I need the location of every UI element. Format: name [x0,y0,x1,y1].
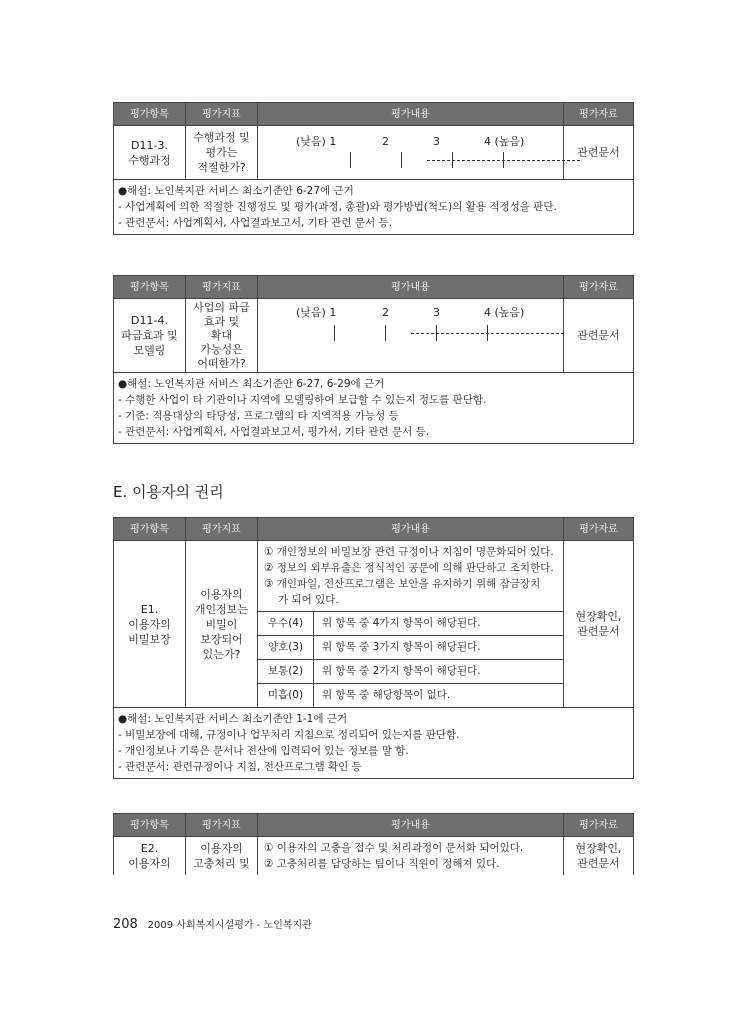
level-desc: 위 항목 중 3가지 항목이 해당된다. [314,636,564,660]
header-material: 평가자료 [564,518,634,541]
header-indicator: 평가지표 [186,103,258,126]
material-cell [564,541,634,708]
item-code: D11-4. [131,314,168,327]
header-item: 평가항목 [114,518,186,541]
scale-2-label: 2 [382,134,389,148]
rating-scale-cell [258,299,564,373]
scale-high-label: 4 (높음) [484,306,525,319]
scale-high-label: 4 (높음) [484,134,525,148]
indicator-line: 확대 [210,328,233,342]
evaluation-table-d11-4 [113,275,634,444]
page-number: 208 [113,917,138,932]
header-material: 평가자료 [564,103,634,126]
indicator-line: 어떠한가? [197,356,246,370]
header-content: 평가내용 [258,814,564,837]
material-line: 관련문서 [577,857,620,870]
indicator-line: 있는가? [202,647,241,661]
level-desc: 위 항목 중 해당항목이 없다. [314,684,564,708]
scale-3-label: 3 [433,306,440,319]
item-code: E2. [140,842,159,855]
header-content: 평가내용 [258,103,564,126]
indicator-line: 이용자의 [200,842,243,855]
explanation-cell [114,373,634,444]
header-indicator: 평가지표 [186,814,258,837]
material-line: 관련문서 [577,625,620,638]
header-material: 평가자료 [564,814,634,837]
rating-scale-cell [258,126,564,180]
item-cell [114,837,186,876]
indicator-line: 효과 및 [203,314,240,328]
level-desc: 위 항목 중 2가지 항목이 해당된다. [314,660,564,684]
material-cell [564,837,634,876]
item-name: 이용자의 [128,617,171,631]
criteria-line: ③ 개인파일, 전산프로그램은 보안을 유지하기 위해 잠금장치 [264,578,541,590]
scale-low-label: (낮음) 1 [296,306,337,319]
indicator-cell [186,541,258,708]
explanation-line: - 개인정보나 기록은 문서나 전산에 입력되어 있는 정보를 말 함. [118,745,409,757]
section-title: E. 이용자의 권리 [113,483,224,501]
header-item: 평가항목 [114,103,186,126]
explanation-line: - 비밀보장에 대해, 규정이나 업무처리 지침으로 정리되어 있는지를 판단함. [118,729,460,741]
item-code: D11-3. [131,138,168,152]
indicator-cell [186,299,258,373]
table-header-row [114,814,634,837]
scale-line [334,325,488,341]
scale-line [350,152,504,168]
item-name: 이용자의 [128,857,171,870]
table-row [114,126,634,180]
evaluation-table-e2 [113,813,634,875]
table-row [114,837,634,876]
item-cell [114,126,186,180]
footer-title: 2009 사회복지시설평가 - 노인복지관 [147,920,312,931]
item-name: 파급효과 및 [121,329,178,342]
indicator-line: 평가는 [205,146,238,159]
level-name: 미흡(0) [258,684,314,708]
page-footer [113,916,312,932]
material-line: 현장확인, [575,610,622,623]
indicator-line: 이용자의 [200,587,243,601]
explanation-cell [114,708,634,779]
explanation-line: - 관련문서: 사업계획서, 사업결과보고서, 평가서, 기타 관련 문서 등. [118,426,430,438]
rating-scale [258,299,563,349]
criteria-row [114,541,634,612]
header-content: 평가내용 [258,518,564,541]
table-header-row [114,518,634,541]
material-line: 현장확인, [575,842,622,855]
indicator-line: 사업의 파급 [193,300,250,314]
explanation-line: - 기준: 적용대상의 타당성, 프로그램의 타 지역적용 가능성 등 [118,410,399,422]
indicator-cell [186,837,258,876]
header-indicator: 평가지표 [186,276,258,299]
indicator-line: 수행과정 및 [193,131,250,144]
indicator-line: 개인정보는 [194,602,249,616]
item-name: 모델링 [133,344,166,357]
criteria-line: ② 고충처리를 담당하는 팀이나 직원이 정해져 있다. [264,858,500,870]
indicator-line: 비밀이 [205,617,238,631]
indicator-line: 고충처리 및 [193,857,250,870]
level-desc: 위 항목 중 4가지 항목이 해당된다. [314,612,564,636]
table-header-row [114,276,634,299]
rating-scale [258,128,563,178]
item-cell [114,541,186,708]
evaluation-table-d11-3 [113,102,634,235]
header-indicator: 평가지표 [186,518,258,541]
explanation-line: - 사업계획에 의한 적절한 진행정도 및 평가(과정, 총괄)와 평가방법(척도)의 활용 적정성을 판단. [118,201,557,213]
indicator-line: 가능성은 [200,342,243,356]
criteria-line: 가 되어 있다. [278,594,339,606]
table-header-row [114,103,634,126]
header-item: 평가항목 [114,814,186,837]
item-cell [114,299,186,373]
header-item: 평가항목 [114,276,186,299]
explanation-line: ●해설: 노인복지관 서비스 최소기준안 1-1에 근거 [118,713,348,725]
material-cell: 관련문서 [564,126,634,180]
evaluation-table-e1 [113,517,634,779]
level-name: 보통(2) [258,660,314,684]
indicator-line: 보장되어 [200,632,243,646]
indicator-cell [186,126,258,180]
scale-3-label: 3 [433,134,440,148]
explanation-cell [114,180,634,235]
level-name: 우수(4) [258,612,314,636]
explanation-line: ●해설: 노인복지관 서비스 최소기준안 6-27, 6-29에 근거 [118,378,385,390]
explanation-line: - 관련문서: 관련규정이나 지침, 전산프로그램 확인 등 [118,761,362,773]
item-name: 비밀보장 [128,632,171,646]
scale-2-label: 2 [382,306,389,319]
item-name: 수행과정 [128,153,171,167]
criteria-cell [258,541,564,612]
indicator-line: 적절한가? [197,161,246,174]
explanation-line: ●해설: 노인복지관 서비스 최소기준안 6-27에 근거 [118,185,354,197]
scale-low-label: (낮음) 1 [296,134,337,148]
criteria-cell [258,837,564,876]
explanation-line: - 수행한 사업이 타 기관이나 지역에 모델링하여 보급할 수 있는지 정도를 판단함. [118,394,487,406]
explanation-line: - 관련문서: 사업계획서, 사업결과보고서, 기타 관련 문서 등. [118,217,392,229]
item-code: E1. [140,602,159,616]
level-name: 양호(3) [258,636,314,660]
header-content: 평가내용 [258,276,564,299]
header-material: 평가자료 [564,276,634,299]
criteria-line: ① 개인정보의 비밀보장 관련 규정이나 지침이 명문화되어 있다. [264,546,554,558]
criteria-line: ① 이용자의 고충을 접수 및 처리과정이 문서화 되어있다. [264,842,524,854]
criteria-line: ② 정보의 외부유출은 정식적인 공문에 의해 판단하고 조치한다. [264,562,554,574]
table-row [114,299,634,373]
material-cell: 관련문서 [564,299,634,373]
